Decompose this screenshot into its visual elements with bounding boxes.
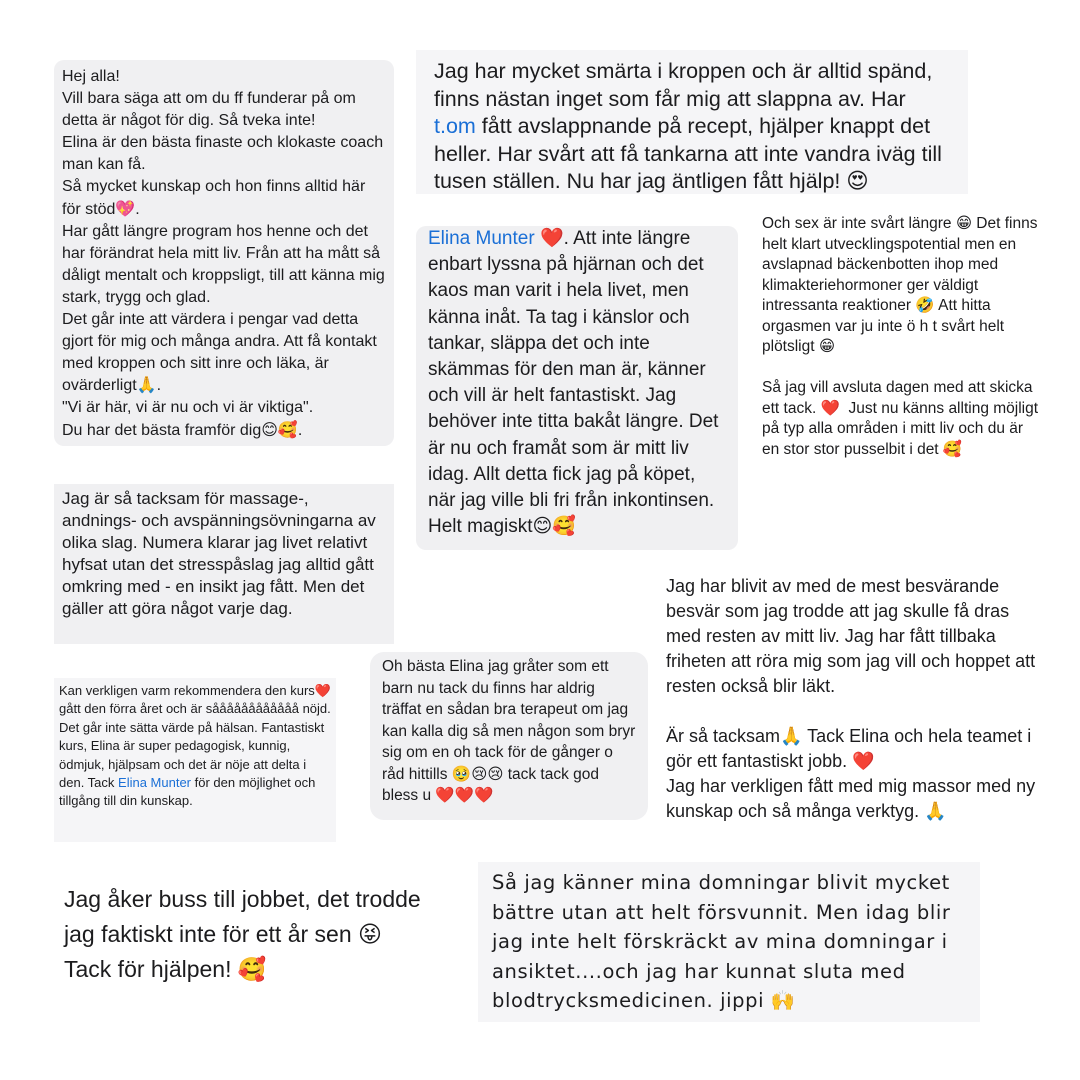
mention-link[interactable]: Elina Munter (118, 775, 192, 791)
testimonial-card-7 (54, 678, 336, 842)
testimonial-card-5 (54, 484, 394, 644)
testimonial-text: Och sex är inte svårt längre 😁 Det finns helt klart utvecklingspotential men en avslapnad bäckenbotten ihop med klimakteriehormoner ger väldigt intressanta reaktioner 🤣 Att hitta orgasmen var ju inte ö h t svårt helt plötsligt 😁 Så jag vill avsluta dagen med att skicka ett tack. ❤️ Just nu känns allting möjligt på typ alla områden i mitt liv och du är en stor stor pusselbit i det 🥰 (762, 215, 1039, 458)
testimonial-text: för den möjlighet och tillgång till din kunskap. (59, 775, 319, 809)
testimonial-text: Jag är så tacksam för massage-, andnings- och avspänningsövningarna av olika slag. Numera klarar jag livet relativt hyfsat utan det stresspåslag jag alltid gått omkring med - en insikt jag fått. Men det gäller att göra något varje dag. (62, 489, 381, 618)
testimonial-card-8 (370, 652, 648, 820)
testimonial-text: Kan verkligen varm rekommendera den kurs❤️gått den förra året och är såååååååååååå nöjd. Det går inte sätta värde på hälsan. Fantastiskt kurs, Elina är super pedagogisk, kunnig, ödmjuk, hjälpsam och det är nöje att delta i den. Tack (59, 683, 335, 791)
testimonial-text: Så jag känner mina domningar blivit mycket bättre utan att helt försvunnit. Men idag blir jag inte helt förskräckt av mina domningar i ansiktet....och jag har kunnat sluta med blodtrycksmedicinen. jippi 🙌 (492, 871, 958, 1012)
testimonial-card-10 (478, 862, 980, 1022)
testimonial-text: Jag har mycket smärta i kroppen och är alltid spänd, finns nästan inget som får mig att slappna av. Har (434, 59, 939, 111)
link-text[interactable]: t.om (434, 114, 476, 138)
testimonial-text: Jag åker buss till jobbet, det trodde jag faktiskt inte för ett år sen 😝 Tack för hjälpen! 🥰 (64, 886, 428, 982)
testimonial-card-9 (54, 878, 434, 988)
mention-link[interactable]: Elina Munter (428, 228, 535, 249)
testimonial-card-2 (416, 50, 968, 194)
testimonial-text: Hej alla! Vill bara säga att om du ff funderar på om detta är något för dig. Så tveka inte! Elina är den bästa finaste och klokaste coach man kan få. Så mycket kunskap och hon finns alltid här för stöd💖. Har gått längre program hos henne och det har förändrat hela mitt liv. Från att ha mått så dåligt mentalt och kroppsligt, till att känna mig stark, trygg och glad. Det går inte att värdera i pengar vad detta gjort för mig och många andra. Att få kontakt med kroppen och sitt inre och läka, är ovärderligt🙏. "Vi är här, vi är nu och vi är viktiga". Du har det bästa framför dig😊🥰. (62, 68, 385, 439)
testimonial-card-3 (416, 226, 738, 550)
testimonial-text: Jag har blivit av med de mest besvärande besvär som jag trodde att jag skulle få dras med resten av mitt liv. Jag har fått tillbaka friheten att röra mig som jag vill och hoppet att resten också blir läkt. Är så tacksam🙏 Tack Elina och hela teamet i gör ett fantastiskt jobb. ❤️ Jag har verkligen fått med mig massor med ny kunskap och så många verktyg. 🙏 (666, 576, 1036, 821)
testimonial-text: fått avslappnande på recept, hjälper knappt det heller. Har svårt att få tankarna att inte vandra iväg till tusen ställen. Nu har jag äntligen fått hjälp! 😍 (434, 114, 948, 193)
testimonial-text: Oh bästa Elina jag gråter som ett barn nu tack du finns har aldrig träffat en sådan bra terapeut om jag kan kalla dig så men någon som bryr sig om en oh tack för de gånger o råd hittills 🥹😢😢 tack tack god bless u ❤️❤️❤️ (382, 658, 640, 804)
testimonial-card-4 (752, 210, 1052, 510)
testimonial-card-1 (54, 60, 394, 446)
testimonial-text: ❤️. Att inte längre enbart lyssna på hjärnan och det kaos man varit i hela livet, men känna inåt. Ta tag i känslor och tankar, släppa det och inte skämmas för den man är, känner och vill är helt fantastiskt. Jag behöver inte titta bakåt längre. Det är nu och framåt som är mitt liv idag. Allt detta fick jag på köpet, när jag ville bli fri från inkontinsen. Helt magiskt😊🥰 (428, 228, 724, 538)
testimonial-card-6 (656, 570, 1056, 832)
